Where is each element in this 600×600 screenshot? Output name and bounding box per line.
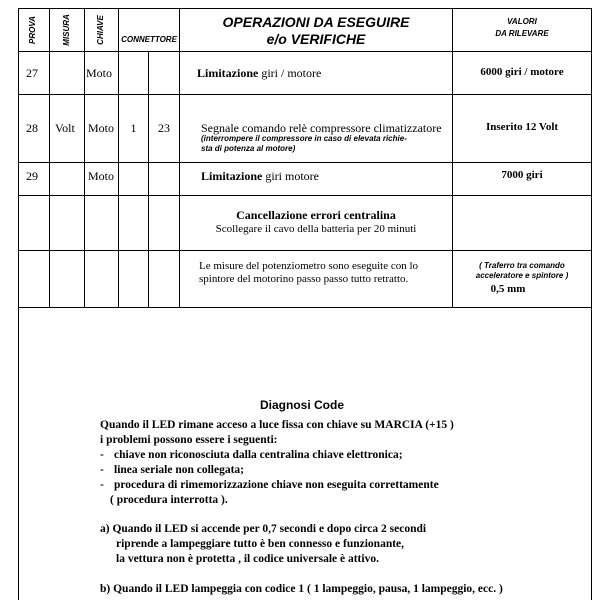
row-29-bottom-border (18, 195, 592, 196)
row-27-prova: 27 (26, 66, 38, 80)
row-28-valore: Inserito 12 Volt (485, 121, 559, 133)
diagnosi-intro-1: Quando il LED rimane acceso a luce fissa con chiave su MARCIA (+15 ) (100, 419, 454, 431)
diagnosi-a-line2: riprende a lampeggiare tutto è ben connesso e funzionante, (116, 538, 405, 550)
row-29-prova: 29 (26, 169, 38, 183)
row-28-misura: Volt (55, 121, 75, 135)
row-28-connettore-2: 23 (158, 121, 170, 135)
diagnosi-b-line1: b) Quando il LED lampeggia con codice 1 ( 1 lampeggio, pausa, 1 lampeggio, ecc. ) (100, 583, 503, 595)
table-right-border (591, 8, 592, 600)
row-29-op-bold: Limitazione (201, 169, 263, 183)
col-prova-border (49, 8, 50, 307)
row-cancellazione-text: Scollegare il cavo della batteria per 20 minuti (215, 223, 417, 235)
row-potenziometro-valore: 0,5 mm (490, 283, 526, 295)
header-misura: MISURA (62, 14, 71, 46)
header-connettore: CONNETTORE (121, 35, 177, 44)
diagnosi-dash-2: - (100, 464, 104, 476)
header-bottom-border (18, 51, 592, 52)
header-valori-line1: VALORI (507, 17, 537, 26)
col-conn1-border (148, 51, 149, 307)
header-prova: PROVA (28, 16, 37, 44)
row-29-op-text: giri motore (262, 169, 319, 183)
diagnosi-item-2: linea seriale non collegata; (114, 464, 244, 476)
diagnosi-item-1: chiave non riconosciuta dalla centralina chiave elettronica; (114, 449, 403, 461)
diagnosi-dash-1: - (100, 449, 104, 461)
row-potenziometro-bottom-border (18, 307, 592, 308)
row-potenziometro-line2: spintore del motorino passo passo tutto retratto. (199, 273, 409, 285)
row-28-operazione: Segnale comando relè compressore climatizzatore (201, 121, 442, 135)
row-28-chiave: Moto (88, 121, 115, 135)
table-left-border (18, 8, 19, 600)
header-operazioni-line1: OPERAZIONI DA ESEGUIRE (222, 14, 410, 30)
row-27-bottom-border (18, 94, 592, 95)
row-27-valore: 6000 giri / motore (480, 66, 564, 78)
row-potenziometro-valore-note2: acceleratore e spintore ) (475, 271, 569, 280)
row-potenziometro-valore-note1: ( Traferro tra comando (479, 261, 565, 270)
diagnosi-intro-2: i problemi possono essere i seguenti: (100, 434, 278, 446)
diagnosi-dash-3: - (100, 479, 104, 491)
diagnosi-a-line1: a) Quando il LED si accende per 0,7 secondi e dopo circa 2 secondi (100, 523, 427, 535)
row-29-valore: 7000 giri (501, 169, 543, 181)
row-28-note-line2: sta di potenza al motore) (201, 144, 296, 153)
row-27-operazione (197, 66, 321, 81)
row-28-note-line1: (interrompere il compressore in caso di elevata richie- (201, 134, 407, 143)
row-28-bottom-border (18, 162, 592, 163)
diagnosi-item-3: procedura di rimemorizzazione chiave non eseguita correttamente (114, 479, 439, 491)
row-potenziometro-line1: Le misure del potenziometro sono eseguite con lo (199, 260, 419, 272)
diagnosi-a-line3: la vettura non è protetta , il codice universale è attivo. (116, 553, 379, 565)
col-misura-border (84, 8, 85, 307)
row-27-chiave: Moto (86, 66, 113, 80)
row-27-op-text: giri / motore (258, 66, 322, 80)
header-operazioni-line2: e/o VERIFICHE (266, 31, 366, 47)
diagnosi-item-3-cont: ( procedura interrotta ). (110, 494, 228, 506)
row-29-chiave: Moto (88, 169, 115, 183)
row-cancellazione-bottom-border (18, 250, 592, 251)
row-27-op-bold: Limitazione (197, 66, 259, 80)
col-chiave-border (118, 8, 119, 307)
col-conn2-border (179, 8, 180, 307)
row-28-prova: 28 (26, 121, 38, 135)
header-valori-line2: DA RILEVARE (495, 29, 549, 38)
row-29-operazione (201, 169, 319, 184)
header-chiave: CHIAVE (96, 15, 105, 45)
row-28-connettore-1: 1 (130, 121, 137, 135)
diagnosi-title: Diagnosi Code (260, 398, 345, 412)
row-cancellazione-title: Cancellazione errori centralina (236, 208, 396, 222)
